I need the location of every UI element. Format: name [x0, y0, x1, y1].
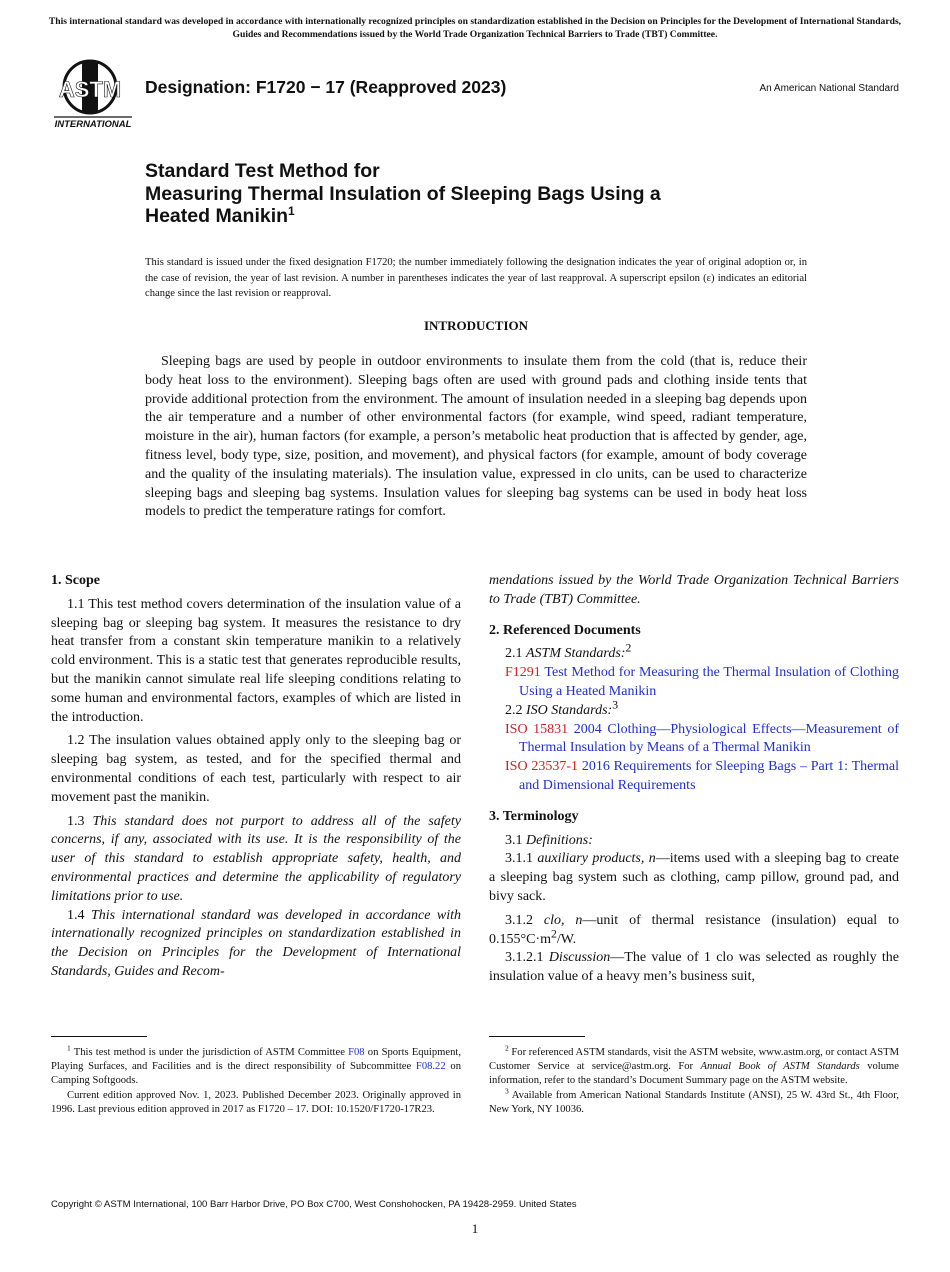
left-column	[51, 572, 461, 982]
ref-iso-15831[interactable]	[505, 721, 899, 759]
logo-subtext: INTERNATIONAL	[54, 119, 132, 130]
footnotes-left	[51, 1043, 461, 1117]
footnote-1-mark: 1	[67, 1043, 71, 1053]
scope-1-4-continued-text: mendations issued by the World Trade Organization Technical Barriers to Trade (TBT) Committee.	[489, 573, 899, 607]
ref-f1291-title[interactable]: Test Method for Measuring the Thermal Insulation of Clothing Using a Heated Manikin	[519, 665, 900, 699]
def-clo-text: —unit of thermal resistance (insulation) equal to 0.155°C·m	[489, 912, 899, 947]
definitions-number: 3.1	[505, 832, 523, 848]
title-line-1: Standard Test Method for	[145, 160, 380, 182]
footnote-3	[489, 1086, 899, 1117]
footnote-2-text-b: volume information, refer to the standard’s Document Summary page on the ASTM website.	[489, 1060, 899, 1086]
astm-standards-text: ASTM Standards:	[526, 646, 626, 662]
ref-iso-23537-code[interactable]: ISO 23537-1	[505, 759, 579, 775]
def-auxiliary-products	[489, 850, 899, 906]
footnote-3-text: Available from American National Standards Institute (ANSI), 25 W. 43rd St., 4th Floor, New York, NY 10036.	[489, 1090, 899, 1116]
subcommittee-link[interactable]: F08.22	[415, 1060, 446, 1072]
def-discussion-text: —The value of 1 clo was selected as roughly the insulation value of a heavy men’s business suit,	[489, 950, 900, 985]
scope-1-4-text: This international standard was developed in accordance with internationally recognized principles on standardization established in the Decision on Principles for the Development of International Standards, Guides and Recom-	[51, 907, 462, 979]
footnote-1-text-a: This test method is under the jurisdiction of ASTM Committee	[73, 1047, 349, 1058]
scope-heading: 1. Scope	[51, 573, 100, 588]
def-auxiliary-term: auxiliary products, n	[537, 851, 656, 867]
footnote-divider-left	[51, 1036, 147, 1037]
footnote-3-mark: 3	[505, 1086, 509, 1096]
def-clo-number: 3.1.2	[505, 912, 533, 928]
def-clo-exponent: 2	[551, 926, 557, 940]
footnote-2-mark: 2	[505, 1043, 509, 1053]
right-column	[489, 572, 899, 987]
ref-iso-15831-code[interactable]: ISO 15831	[505, 721, 569, 737]
footnote-2-text-a: For referenced ASTM standards, visit the ASTM website, www.astm.org, or contact ASTM Customer Service at service@astm.org. For	[489, 1047, 899, 1072]
iso-standards-text: ISO Standards:	[526, 702, 613, 718]
footnote-divider-right	[489, 1036, 585, 1037]
scope-1-3-text: This standard does not purport to address all of the safety concerns, if any, associated with its use. It is the responsibility of the user of this standard to establish appropriate safety, health, and environmental practices and determine the applicability of regulatory limitations prior to use.	[51, 813, 461, 904]
def-clo-discussion	[489, 949, 899, 987]
ref-f1291-code[interactable]: F1291	[505, 665, 541, 681]
ref-iso-15831-title[interactable]: 2004 Clothing—Physiological Effects—Measurement of Thermal Insulation by Means of a Thermal Manikin	[519, 721, 899, 756]
scope-1-3-number: 1.3	[67, 813, 85, 829]
national-standard-label: An American National Standard	[759, 83, 899, 94]
introduction-text: Sleeping bags are used by people in outdoor environments to insulate them from the cold (that is, reduce their body heat loss to the environment). Sleeping bags often are used with ground pads and clothing inside tents that provide additional protection from the environment. The amount of insulation needed in a sleeping bag depends upon the air temperature and a number of other environmental factors (for example, wind speed, radiant temperature, moisture in the air), human factors (for example, a person’s metabolic heat production that is affected by gender, age, fitness level, body type, size, position, and movement), and physical factors (for example, amount of body coverage and the quality of the insulating materials). The insulation value, expressed in clo units, can be used to characterize sleeping bags and sleeping bag systems. Insulation values for sleeping bag systems can be used in body heat loss models to predict the temperature ratings for comfort.	[145, 354, 807, 520]
introduction-heading: INTRODUCTION	[423, 318, 528, 333]
scope-1-4-number: 1.4	[67, 907, 85, 923]
astm-standards-footnote: 2	[625, 641, 632, 655]
scope-1-4	[51, 907, 461, 982]
definitions-label	[489, 832, 899, 851]
footnote-1	[51, 1043, 461, 1087]
issuance-statement: This standard is issued under the fixed designation F1720; the number immediately following the designation indicates the year of original adoption or, in the case of revision, the year of last revision. A number in parentheses indicates the year of last reapproval. A superscript epsilon (ε) indicates an editorial change since the last revision or reapproval.	[145, 257, 807, 299]
copyright-notice: Copyright © ASTM International, 100 Barr Harbor Drive, PO Box C700, West Conshohocken, PA 19428-2959. United States	[51, 1199, 577, 1210]
footnotes-right	[489, 1043, 899, 1117]
ref-iso-23537-title[interactable]: 2016 Requirements for Sleeping Bags – Part 1: Thermal and Dimensional Requirements	[519, 759, 899, 793]
ref-iso-23537[interactable]	[505, 758, 899, 796]
logo-text: ASTM	[58, 77, 122, 102]
def-clo	[489, 912, 899, 950]
scope-1-2: 1.2 The insulation values obtained apply only to the sleeping bag or sleeping bag system, as tested, and for the specified thermal and environmental conditions of each test, particularly with respect to air movement past the manikin.	[51, 733, 461, 805]
astm-logo-mark	[52, 55, 134, 131]
terminology-heading: 3. Terminology	[489, 808, 579, 824]
def-auxiliary-number: 3.1.1	[505, 851, 533, 867]
title-footnote-mark: 1	[288, 204, 295, 218]
iso-standards-footnote: 3	[612, 698, 619, 712]
iso-standards-label	[489, 698, 899, 721]
scope-1-3	[51, 813, 461, 907]
ref-f1291[interactable]	[505, 664, 899, 702]
scope-1-4-continued	[489, 572, 899, 610]
referenced-documents-heading: 2. Referenced Documents	[489, 622, 641, 638]
def-clo-end: /W.	[556, 931, 577, 947]
footnote-2-book-title: Annual Book of ASTM Standards	[700, 1060, 860, 1072]
footnote-1-text-c: on Camping Softgoods.	[51, 1060, 461, 1086]
designation: Designation: F1720 − 17 (Reapproved 2023)	[145, 77, 507, 97]
scope-1-1: 1.1 This test method covers determination of the insulation value of a sleeping bag or sleeping bag system. It measures the resistance to dry heat transfer from a constant skin temperature manikin to a relatively cold environment. This is a static test that generates reproducible results, but the manikin cannot simulate real life sleeping conditions relating to some human and environmental factors, examples of which are listed in the introduction.	[51, 596, 461, 725]
footnote-2	[489, 1043, 899, 1087]
page-number: 1	[471, 1221, 479, 1236]
edition-note: Current edition approved Nov. 1, 2023. Published December 2023. Originally approved in 1996. Last previous edition approved in 2017 as F1720 – 17. DOI: 10.1520/F1720-17R23.	[51, 1090, 461, 1116]
astm-standards-label	[489, 641, 899, 664]
title-line-3-text: Heated Manikin	[145, 205, 289, 227]
document-title	[145, 160, 661, 228]
def-auxiliary-text: —items used with a sleeping bag to create a sleeping bag system such as clothing, camp pillow, ground pad, and bivy sack.	[489, 851, 900, 904]
def-discussion-term: Discussion	[548, 950, 611, 966]
footnote-1-text-b: on Sports Equipment, Playing Surfaces, and Facilities and is the direct responsibility of Subcommittee	[51, 1047, 461, 1072]
iso-standards-number: 2.2	[505, 702, 523, 718]
committee-link[interactable]: F08	[348, 1047, 365, 1058]
title-line-2: Measuring Thermal Insulation of Sleeping Bags Using a	[145, 182, 661, 205]
title-line-3	[145, 205, 661, 228]
def-clo-term: clo, n	[543, 912, 583, 928]
astm-logo	[52, 55, 134, 131]
tbt-notice: This international standard was developed in accordance with internationally recognized principles on standardization established in the Decision on Principles for the Development of International Standards, Guides and Recommendations issued by the World Trade Organization Technical Barriers to Trade (TBT) Committee.	[48, 16, 902, 40]
astm-standards-number: 2.1	[505, 646, 523, 662]
definitions-text: Definitions:	[526, 832, 593, 848]
def-discussion-number: 3.1.2.1	[505, 950, 544, 966]
